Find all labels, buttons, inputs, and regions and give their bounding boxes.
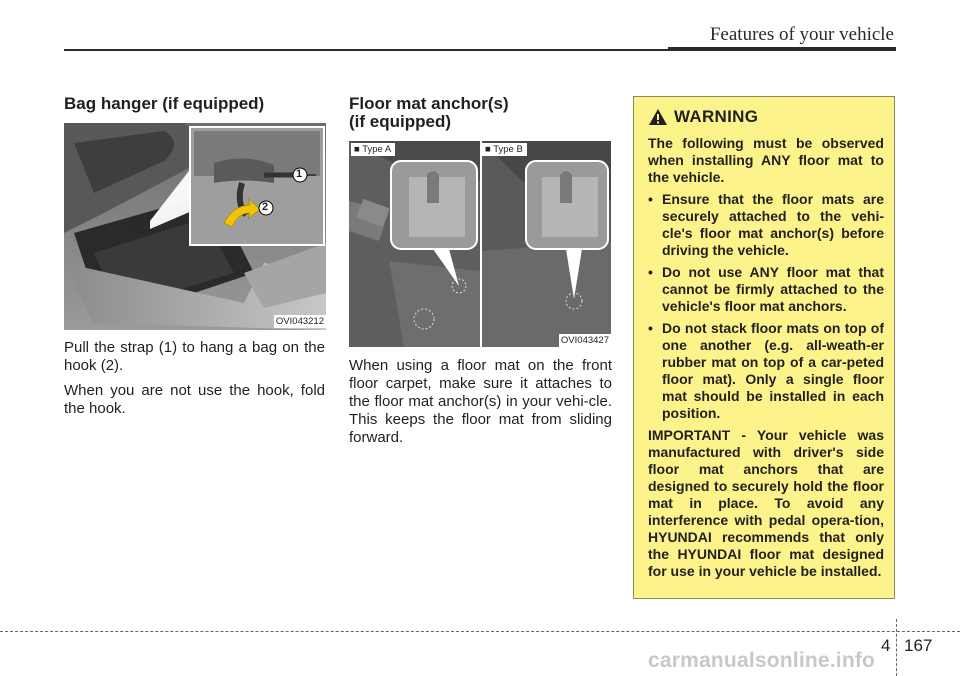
type-a-label: ■ Type A [351, 143, 395, 156]
warning-title: WARNING [674, 107, 759, 126]
header-rule-accent [668, 47, 896, 51]
callout-2: 2 [262, 201, 269, 213]
page-number: 167 [904, 636, 933, 655]
floor-mat-paragraph: When using a floor mat on the front floor carpet, make sure it attaches to the floor mat anchor(s) in your vehi-cle. This keeps the floor mat from sliding forward. [349, 357, 612, 446]
chapter-number: 4 [881, 636, 891, 655]
trunk-illustration [64, 123, 326, 330]
floor-mat-title-line1: Floor mat anchor(s) [349, 94, 509, 113]
section-title: Features of your vehicle [709, 24, 894, 45]
floor-mat-title [349, 95, 509, 131]
floor-mat-b-illustration [482, 141, 611, 347]
footer-divider [896, 619, 897, 676]
warning-list-item: • Do not stack floor mats on top of one another (e.g. all-weath-er rubber mat on top of a car-peted floor mat). Only a single floor mat should be installed in each position. [648, 320, 884, 421]
footer-dashed-rule [0, 631, 960, 632]
type-b-label: ■ Type B [482, 143, 527, 156]
warning-header [648, 107, 758, 127]
floor-mat-figure-type-a [349, 141, 480, 347]
warning-list-item: • Do not use ANY floor mat that cannot be firmly attached to the vehicle's floor mat anchors. [648, 264, 884, 314]
warning-body [648, 135, 884, 585]
floor-mat-figure-type-b [482, 141, 611, 347]
bag-hanger-paragraph-1: Pull the strap (1) to hang a bag on the hook (2). [64, 339, 325, 374]
warning-intro: The following must be observed when installing ANY floor mat to the vehicle. [648, 135, 884, 185]
warning-box [633, 96, 895, 599]
callout-1: 1 [296, 168, 303, 180]
bag-hanger-paragraph-2: When you are not use the hook, fold the hook. [64, 382, 325, 417]
floor-mat-figure-code: OVI043427 [560, 335, 609, 346]
bag-hanger-figure [64, 123, 326, 330]
watermark: carmanualsonline.info [648, 649, 876, 672]
bag-hanger-figure-code: OVI043212 [275, 316, 324, 327]
bag-hanger-title: Bag hanger (if equipped) [64, 94, 265, 113]
warning-list [648, 191, 884, 422]
warning-important: IMPORTANT - Your vehicle was manufactured with driver's side floor mat anchors that are designed to securely hold the floor mat in place. To avoid any interference with pedal opera-tion, HYUNDAI recommends that only the HYUNDAI floor mat designed for use in your vehicle be installed. [648, 427, 884, 579]
floor-mat-title-line2: (if equipped) [349, 112, 451, 131]
floor-mat-text [349, 357, 612, 454]
floor-mat-a-illustration [349, 141, 480, 347]
warning-triangle-icon [648, 108, 668, 126]
warning-list-item: • Ensure that the floor mats are securely attached to the vehi-cle's floor mat anchor(s) before driving the vehicle. [648, 191, 884, 258]
bag-hanger-text [64, 339, 325, 425]
